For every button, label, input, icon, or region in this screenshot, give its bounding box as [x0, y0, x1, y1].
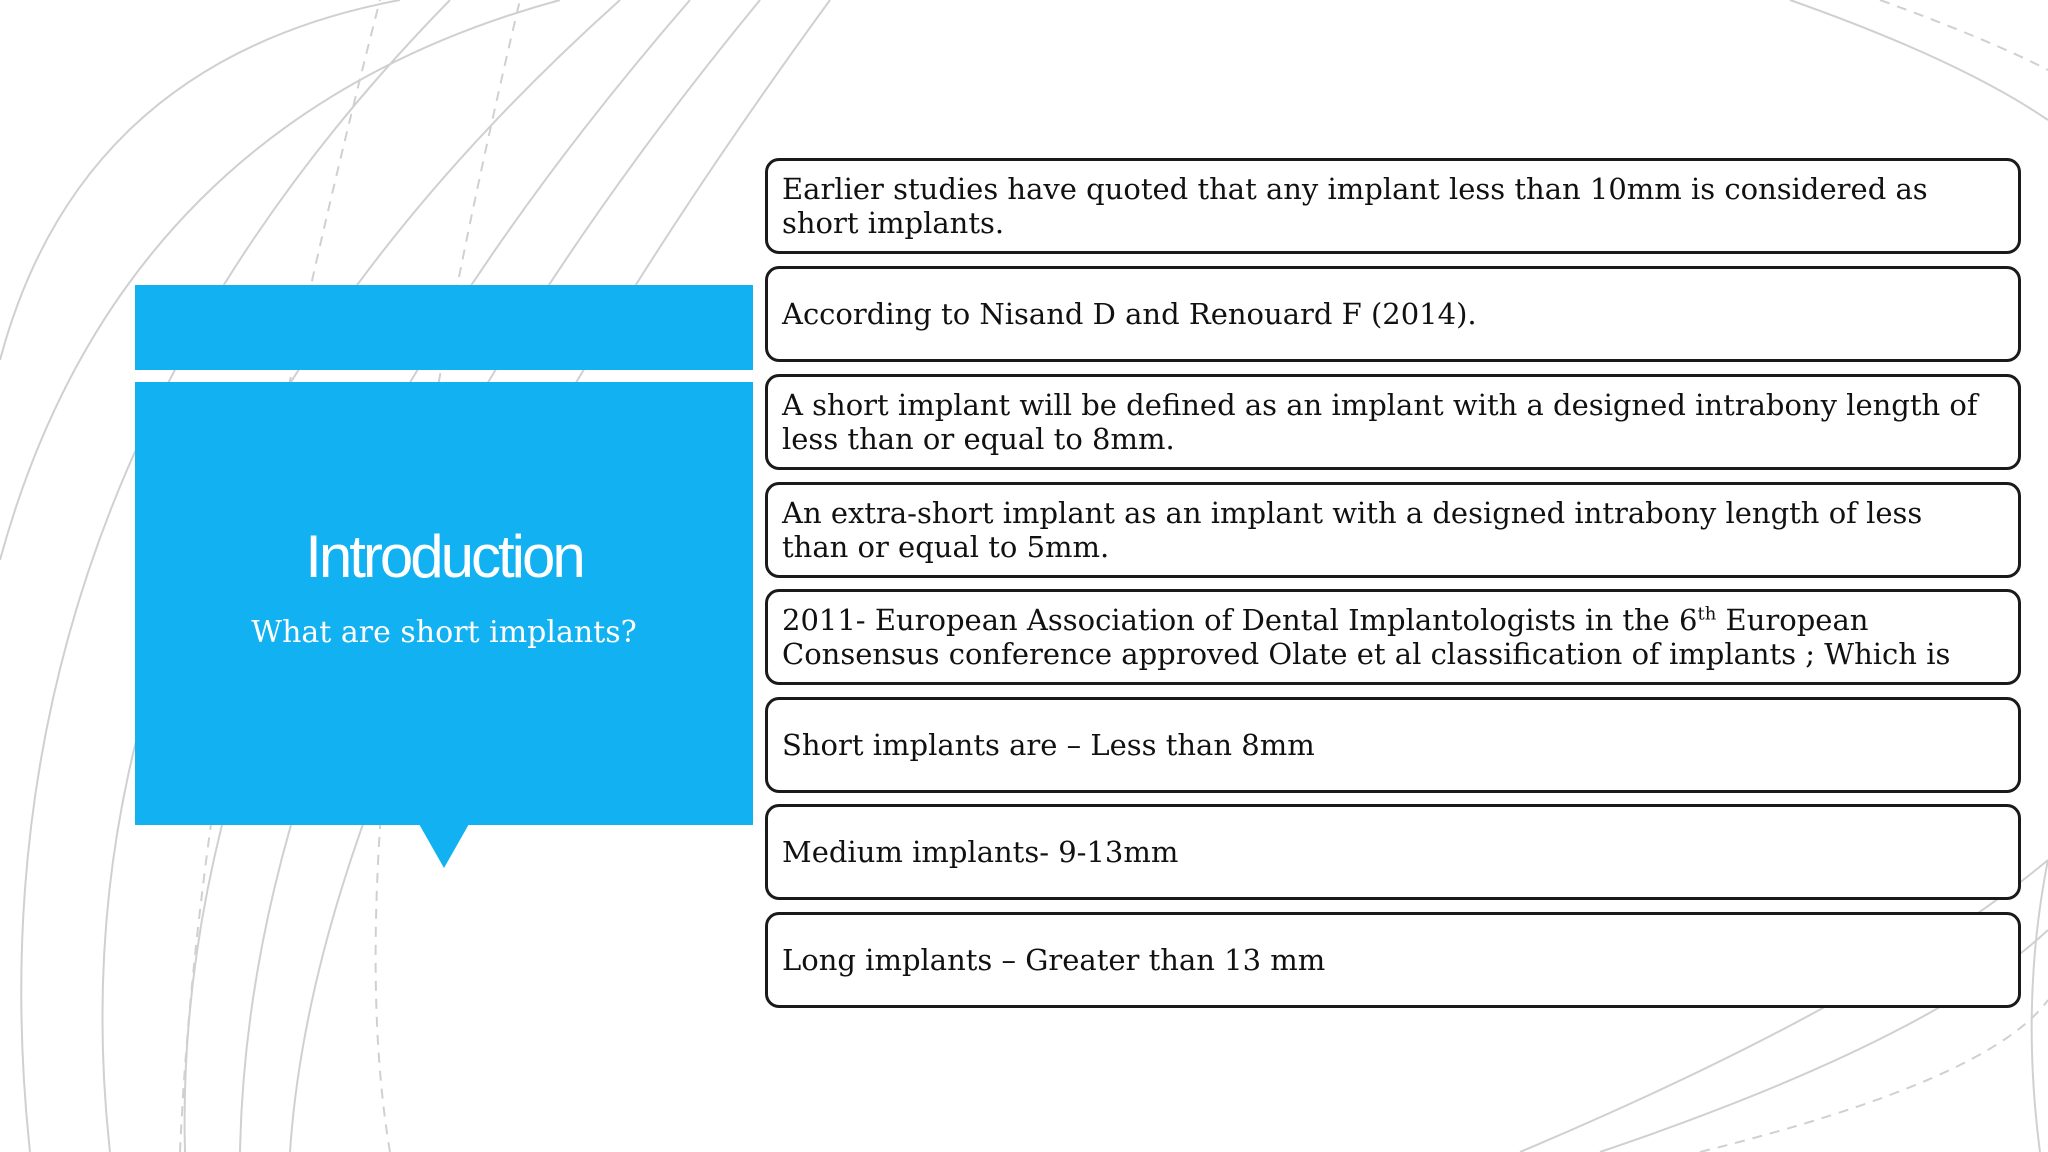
- title-panel: [135, 382, 753, 825]
- text-box-short-implant-definition: [765, 374, 2021, 470]
- slide-title: Introduction: [305, 523, 583, 590]
- box-text: Earlier studies have quoted that any implant less than 10mm is considered as short implants.: [782, 172, 1928, 240]
- box-text-before: 2011- European Association of Dental Implantologists in the 6: [782, 603, 1698, 637]
- box-text: Short implants are – Less than 8mm: [782, 728, 1315, 762]
- box-text: [782, 603, 1950, 671]
- title-pointer: [419, 824, 469, 868]
- slide-subtitle: What are short implants?: [251, 615, 637, 650]
- box-text-superscript: th: [1697, 603, 1717, 625]
- box-text-after: European Consensus conference approved Olate et al classification of implants ; Which is: [782, 603, 1951, 671]
- box-text: Long implants – Greater than 13 mm: [782, 943, 1326, 977]
- text-box-classification-2011: [765, 589, 2021, 685]
- box-text: According to Nisand D and Renouard F (2014).: [782, 297, 1477, 331]
- text-box-medium-implants: [765, 804, 2021, 900]
- text-box-short-implants: [765, 697, 2021, 793]
- text-box-extra-short-definition: [765, 482, 2021, 578]
- text-box-earlier-studies: [765, 158, 2021, 254]
- accent-bar: [135, 285, 753, 370]
- text-box-long-implants: [765, 912, 2021, 1008]
- box-text: An extra-short implant as an implant with a designed intrabony length of less than or equal to 5mm.: [782, 496, 1923, 564]
- box-text: A short implant will be defined as an implant with a designed intrabony length of less than or equal to 8mm.: [782, 388, 1978, 456]
- box-text: Medium implants- 9-13mm: [782, 835, 1179, 869]
- text-box-nisand-renouard: [765, 266, 2021, 362]
